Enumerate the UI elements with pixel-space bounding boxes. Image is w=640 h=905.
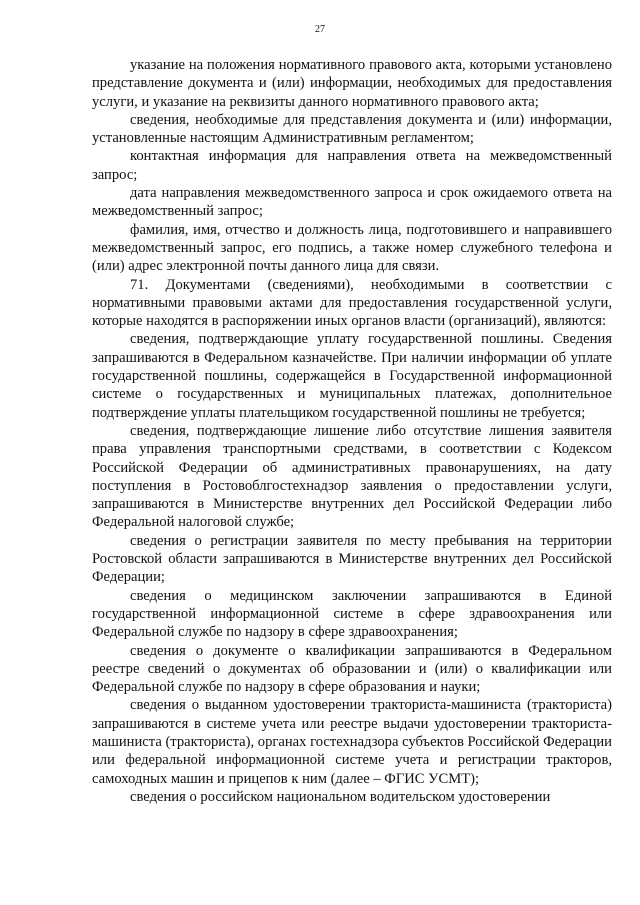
page-number: 27: [315, 24, 325, 35]
paragraph-driving-rights: сведения, подтверждающие лишение либо отсутствие лишения заявителя права управления транспортными средствами, в соответствии с Кодексом Российской Федерации об административных правонарушениях, на дату поступления в Ростовоблгостехнадзор заявления о предоставлении услуги, запрашиваются в Министерстве внутренних дел Российской Федерации либо Федеральной налоговой службе;: [92, 422, 612, 531]
paragraph-request-legal-act: указание на положения нормативного правового акта, которыми установлено представление документа и (или) информации, необходимых для предоставления услуги, и указание на реквизиты данного нормативного правового акта;: [92, 57, 612, 110]
paragraph-responsible-person: фамилия, имя, отчество и должность лица, подготовившего и направившего межведомственный запрос, его подпись, а также номер служебного телефона и (или) адрес электронной почты данного лица для связи.: [92, 221, 612, 275]
paragraph-contact-info: контактная информация для направления ответа на межведомственный запрос;: [92, 148, 612, 183]
document-body: [92, 56, 612, 806]
paragraph-state-fee: сведения, подтверждающие уплату государственной пошлины. Сведения запрашиваются в Федеральном казначействе. При наличии информации об уплате государственной пошлины, содержащейся в Государственной информационной системе о государственных и муниципальных платежах, дополнительное подтверждение уплаты плательщиком государственной пошлины не требуется;: [92, 331, 612, 421]
paragraph-71: 71. Документами (сведениями), необходимыми в соответствии с нормативными правовыми актами для предоставления государственной услуги, которые находятся в распоряжении иных органов власти (организаций), являются:: [92, 276, 612, 330]
paragraph-medical: сведения о медицинском заключении запрашиваются в Единой государственной информационной системе в сфере здравоохранения или Федеральной службе по надзору в сфере здравоохранения;: [92, 587, 612, 641]
paragraph-registration: сведения о регистрации заявителя по месту пребывания на территории Ростовской области запрашиваются в Министерстве внутренних дел Российской Федерации;: [92, 532, 612, 586]
paragraph-request-date: дата направления межведомственного запроса и срок ожидаемого ответа на межведомственный запрос;: [92, 185, 612, 220]
paragraph-qualification: сведения о документе о квалификации запрашиваются в Федеральном реестре сведений о документах об образовании и (или) о квалификации или Федеральной службе по надзору в сфере образования и науки;: [92, 642, 612, 696]
paragraph-national-license: сведения о российском национальном водительском удостоверении: [130, 788, 551, 805]
paragraph-request-info: сведения, необходимые для представления документа и (или) информации, установленные настоящим Административным регламентом;: [92, 111, 612, 147]
paragraph-tractor-license: сведения о выданном удостоверении тракториста-машиниста (тракториста) запрашиваются в системе учета или реестре выдачи удостоверении тракториста-машиниста (тракториста), органах гостехнадзора субъектов Российской Федерации или федеральной информационной системе учета и регистрации тракторов, самоходных машин и прицепов к ним (далее – ФГИС УСМТ);: [92, 697, 612, 787]
